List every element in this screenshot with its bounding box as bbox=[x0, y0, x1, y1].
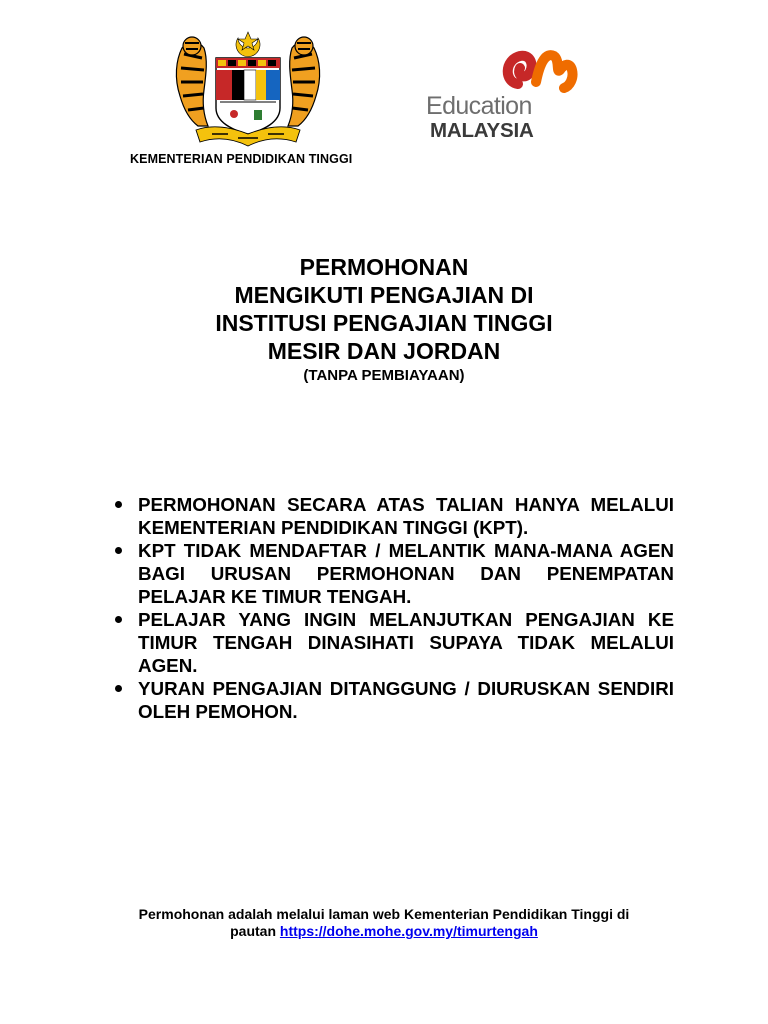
footer-prefix: pautan bbox=[230, 923, 280, 939]
education-malaysia-logo bbox=[426, 42, 586, 146]
document-title bbox=[0, 253, 768, 386]
footer-line-1: Permohonan adalah melalui laman web Kementerian Pendidikan Tinggi di bbox=[138, 906, 630, 922]
list-item bbox=[106, 493, 674, 539]
footer-line-2 bbox=[0, 923, 768, 940]
ministry-name: KEMENTERIAN PENDIDIKAN TINGGI bbox=[130, 152, 353, 166]
list-item-text: PERMOHONAN SECARA ATAS TALIAN HANYA MELALUI KEMENTERIAN PENDIDIKAN TINGGI (KPT). bbox=[138, 494, 674, 538]
list-item bbox=[106, 539, 674, 608]
title-line-4: MESIR DAN JORDAN bbox=[267, 338, 501, 364]
malaysia-wordmark: MALAYSIA bbox=[430, 119, 534, 142]
bullet-icon bbox=[115, 685, 122, 692]
list-item bbox=[106, 677, 674, 723]
title-line-2: MENGIKUTI PENGAJIAN DI bbox=[234, 282, 534, 308]
coat-of-arms-icon bbox=[168, 30, 328, 152]
list-item-text: YURAN PENGAJIAN DITANGGUNG / DIURUSKAN SENDIRI OLEH PEMOHON. bbox=[138, 678, 674, 722]
bullet-icon bbox=[115, 501, 122, 508]
application-link[interactable]: https://dohe.mohe.gov.my/timurtengah bbox=[279, 923, 538, 939]
title-line-1: PERMOHONAN bbox=[299, 254, 469, 280]
footer-note bbox=[0, 906, 768, 940]
bullet-icon bbox=[115, 616, 122, 623]
list-item-text: PELAJAR YANG INGIN MELANJUTKAN PENGAJIAN KE TIMUR TENGAH DINASIHATI SUPAYA TIDAK MELALUI AGEN. bbox=[138, 609, 674, 676]
notice-list bbox=[106, 493, 674, 723]
bullet-icon bbox=[115, 547, 122, 554]
list-item bbox=[106, 608, 674, 677]
list-item-text: KPT TIDAK MENDAFTAR / MELANTIK MANA-MANA AGEN BAGI URUSAN PERMOHONAN DAN PENEMPATAN PELAJAR KE TIMUR TENGAH. bbox=[138, 540, 674, 607]
title-subtitle: (TANPA PEMBIAYAAN) bbox=[303, 367, 465, 384]
education-wordmark: Education bbox=[426, 92, 532, 120]
title-line-3: INSTITUSI PENGAJIAN TINGGI bbox=[215, 310, 553, 336]
